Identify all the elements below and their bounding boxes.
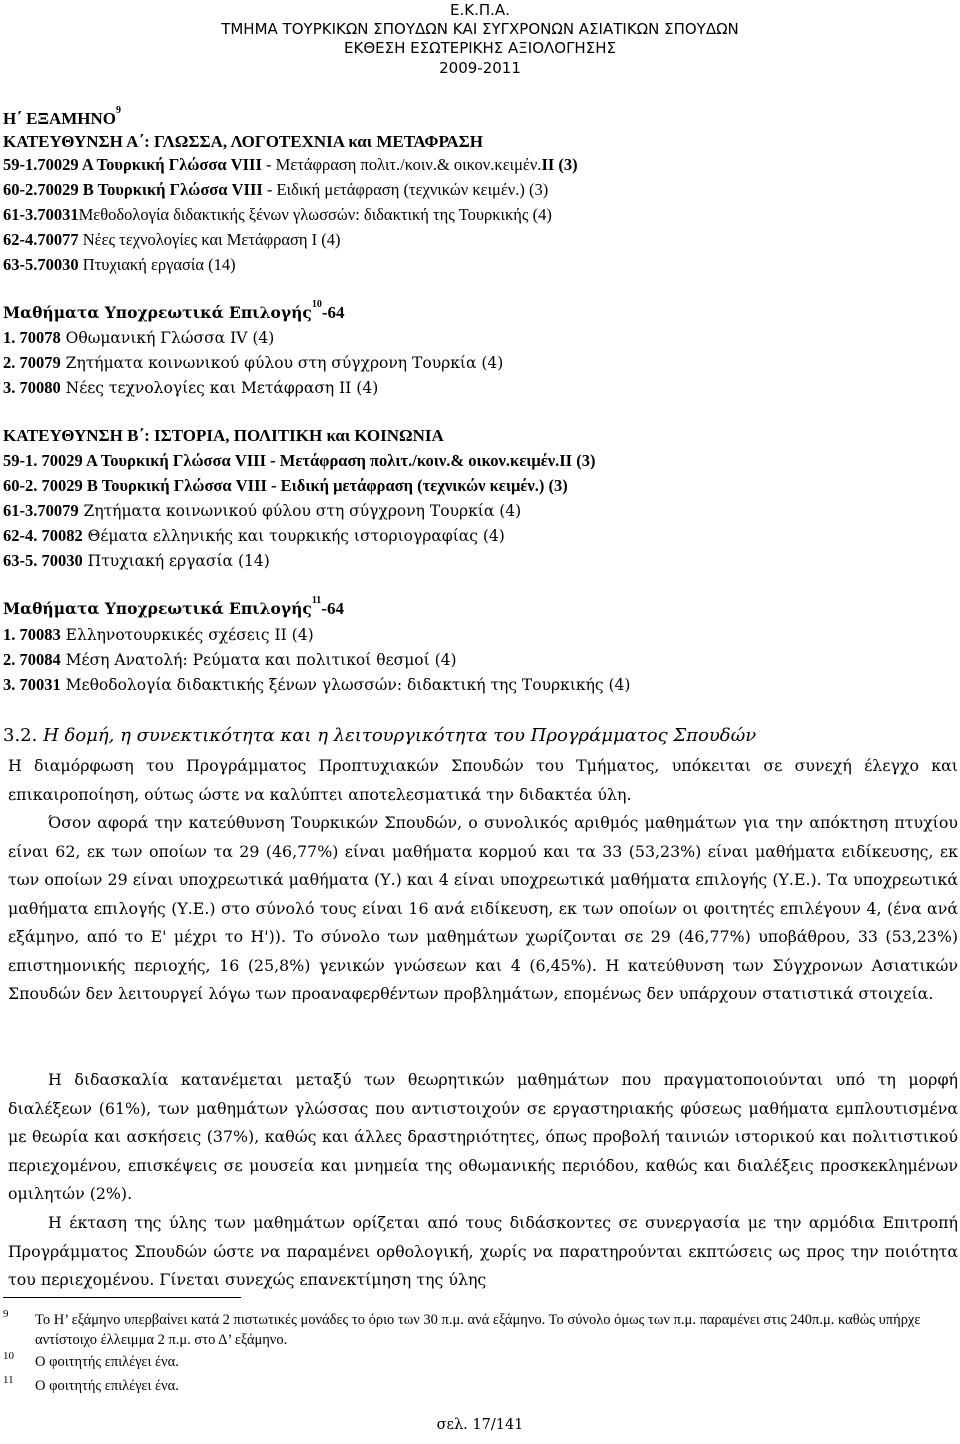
section-heading: [3, 724, 756, 748]
direction-a-title: ΚΑΤΕΥΘΥΝΣΗ Α΄: ΓΛΩΣΣΑ, ΛΟΓΟΤΕΧΝΙΑ και ΜΕΤΑΦΡΑΣΗ: [3, 132, 484, 151]
footnote-ref-10: 10: [311, 299, 322, 310]
elective-line: 1. 70078 Οθωμανική Γλώσσα IV (4): [3, 328, 275, 347]
semester-heading: [3, 105, 122, 130]
footnote: [3, 1352, 935, 1372]
elective-line: 3. 70080 Νέες τεχνολογίες και Μετάφραση ΙΙ (4): [3, 378, 379, 397]
elective-line: 2. 70079 Ζητήματα κοινωνικού φύλου στη σύγχρονη Τουρκία (4): [3, 353, 504, 372]
footnote-ref-9: 9: [116, 105, 122, 116]
section-title: Η δομή, η συνεκτικότητα και η λειτουργικότητα του Προγράμματος Σπουδών: [43, 725, 757, 746]
footnote-number: 11: [3, 1374, 14, 1386]
course-line: 59-1. 70029 Α Τουρκική Γλώσσα VIII - Μετάφραση πολιτ./κοιν.& οικον.κειμέν.ΙΙ (3): [3, 451, 596, 470]
footnote-number: 10: [3, 1350, 14, 1362]
electives-b-heading: Μαθήματα Υποχρεωτικά Επιλογής$^{11}$-64: [3, 595, 344, 618]
page-number: σελ. 17/141: [436, 1417, 524, 1433]
section-number: 3.2.: [3, 725, 38, 746]
header-department: ΤΜΗΜΑ ΤΟΥΡΚΙΚΩΝ ΣΠΟΥΔΩΝ ΚΑΙ ΣΥΓΧΡΟΝΩΝ ΑΣΙΑΤΙΚΩΝ ΣΠΟΥΔΩΝ: [221, 20, 739, 38]
course-line: 60-2. 70029 Β Τουρκική Γλώσσα VIII - Ειδική μετάφραση (τεχνικών κειμέν.) (3): [3, 476, 568, 495]
elective-line: 2. 70084 Μέση Ανατολή: Ρεύματα και πολιτικοί θεσμοί (4): [3, 650, 457, 669]
elective-line: 1. 70083 Ελληνοτουρκικές σχέσεις ΙΙ (4): [3, 625, 314, 644]
header-report-title: ΕΚΘΕΣΗ ΕΣΩΤΕΡΙΚΗΣ ΑΞΙΟΛΟΓΗΣΗΣ: [344, 39, 616, 57]
electives-a-heading: Μαθήματα Υποχρεωτικά Επιλογής$^{10}$-64: [3, 299, 345, 322]
course-line: 60-2.70029 Β Τουρκική Γλώσσα VIII - Ειδική μετάφραση (τεχνικών κειμέν.) (3): [3, 180, 549, 199]
elective-line: 3. 70031 Μεθοδολογία διδακτικής ξένων γλωσσών: διδακτική της Τουρκικής (4): [3, 675, 631, 694]
footnote-separator: [3, 1297, 241, 1298]
footnote-text: Το Η’ εξάμηνο υπερβαίνει κατά 2 πιστωτικές μονάδες το όριο των 30 π.μ. ανά εξάμηνο. Το σύνολο όμως των π.μ. παραμένει στις 240π.μ. καθώς υπήρχε αντίστοιχο έλλειμμα 2 π.μ. στο Δ’ εξάμηνο.: [35, 1312, 921, 1348]
footnote-text: Ο φοιτητής επιλέγει ένα.: [35, 1354, 179, 1370]
header-years: 2009-2011: [439, 59, 521, 77]
course-line: 62-4. 70082 Θέματα ελληνικής και τουρκικής ιστοριογραφίας (4): [3, 526, 505, 545]
footnote-text: Ο φοιτητής επιλέγει ένα.: [35, 1378, 179, 1394]
course-line: 63-5.70030 Πτυχιακή εργασία (14): [3, 255, 236, 274]
semester-title: Η΄ ΕΞΑΜΗΝΟ: [3, 109, 117, 128]
paragraph: Όσον αφορά την κατεύθυνση Τουρκικών Σπουδών, ο συνολικός αριθμός μαθημάτων για την απόκτηση πτυχίου είναι 62, εκ των οποίων τα 29 (46,77%) είναι μαθήματα κορμού και τα 33 (53,23%) είναι μαθήματα ειδίκευσης, εκ των οποίων 29 είναι υποχρεωτικά μαθήματα (Υ.) και 4 είναι υποχρεωτικά μαθήματα επιλογής (Υ.Ε.). Τα υποχρεωτικά μαθήματα επιλογής (Υ.Ε.) στο σύνολό τους είναι 16 ανά ειδίκευση, εκ των οποίων οι φοιτητές επιλέγουν 4, (ένα ανά εξάμηνο, από το Ε' μέχρι το Η')). Το σύνολο των μαθημάτων χωρίζονται σε 29 (46,77%) υποβάθρου, 33 (53,23%) επιστημονικής περιοχής, 16 (25,8%) γενικών γνώσεων και 4 (6,45%). Η κατεύθυνση των Σύγχρονων Ασιατικών Σπουδών δεν λειτουργεί λόγω των προαναφερθέντων προβλημάτων, επομένως δεν υπάρχουν στατιστικά στοιχεία.: [8, 813, 958, 1003]
paragraph: Η διδασκαλία κατανέμεται μεταξύ των θεωρητικών μαθημάτων που πραγματοποιούνται υπό τη μορφή διαλέξεων (61%), των μαθημάτων γλώσσας που αντιστοιχούν σε εργαστηριακής φύσεως μαθήματα εμπλουτισμένα με θεωρία και ασκήσεις (37%), καθώς και άλλες δραστηριότητες, όπως προβολή ταινιών ιστορικού και πολιτιστικού περιεχομένου, επισκέψεις σε μουσεία και μνημεία της οθωμανικής περιόδου, καθώς και διαλέξεις προσκεκλημένων ομιλητών (2%).: [8, 1070, 958, 1203]
course-line: 63-5. 70030 Πτυχιακή εργασία (14): [3, 551, 270, 570]
header-institution: Ε.Κ.Π.Α.: [450, 1, 510, 19]
direction-b-title: ΚΑΤΕΥΘΥΝΣΗ Β΄: ΙΣΤΟΡΙΑ, ΠΟΛΙΤΙΚΗ και ΚΟΙΝΩΝΙΑ: [3, 426, 444, 445]
footnote-number: 9: [3, 1308, 9, 1320]
footnote: [3, 1310, 935, 1350]
course-line: 61-3.70079 Ζητήματα κοινωνικού φύλου στη σύγχρονη Τουρκία (4): [3, 501, 522, 520]
paragraph: Η έκταση της ύλης των μαθημάτων ορίζεται από τους διδάσκοντες σε συνεργασία με την αρμόδια Επιτροπή Προγράμματος Σπουδών ώστε να παραμένει ορθολογική, χωρίς να παρατηρούνται εκπτώσεις ως προς την ποιότητα του περιεχομένου. Γίνεται συνεχώς επανεκτίμηση της ύλης: [8, 1213, 958, 1289]
paragraph: Η διαμόρφωση του Προγράμματος Προπτυχιακών Σπουδών του Τμήματος, υπόκειται σε συνεχή έλεγχο και επικαιροποίηση, ούτως ώστε να καλύπτει αποτελεσματικά την διδακτέα ύλη.: [8, 756, 958, 804]
footnote-ref-11: 11: [311, 595, 322, 606]
course-line: 59-1.70029 Α Τουρκική Γλώσσα VIII - Μετάφραση πολιτ./κοιν.& οικον.κειμέν.ΙΙ (3): [3, 155, 578, 174]
footnote: [3, 1376, 935, 1396]
course-line: 62-4.70077 Νέες τεχνολογίες και Μετάφραση Ι (4): [3, 230, 341, 249]
course-line: 61-3.70031Μεθοδολογία διδακτικής ξένων γλωσσών: διδακτική της Τουρκικής (4): [3, 205, 552, 224]
